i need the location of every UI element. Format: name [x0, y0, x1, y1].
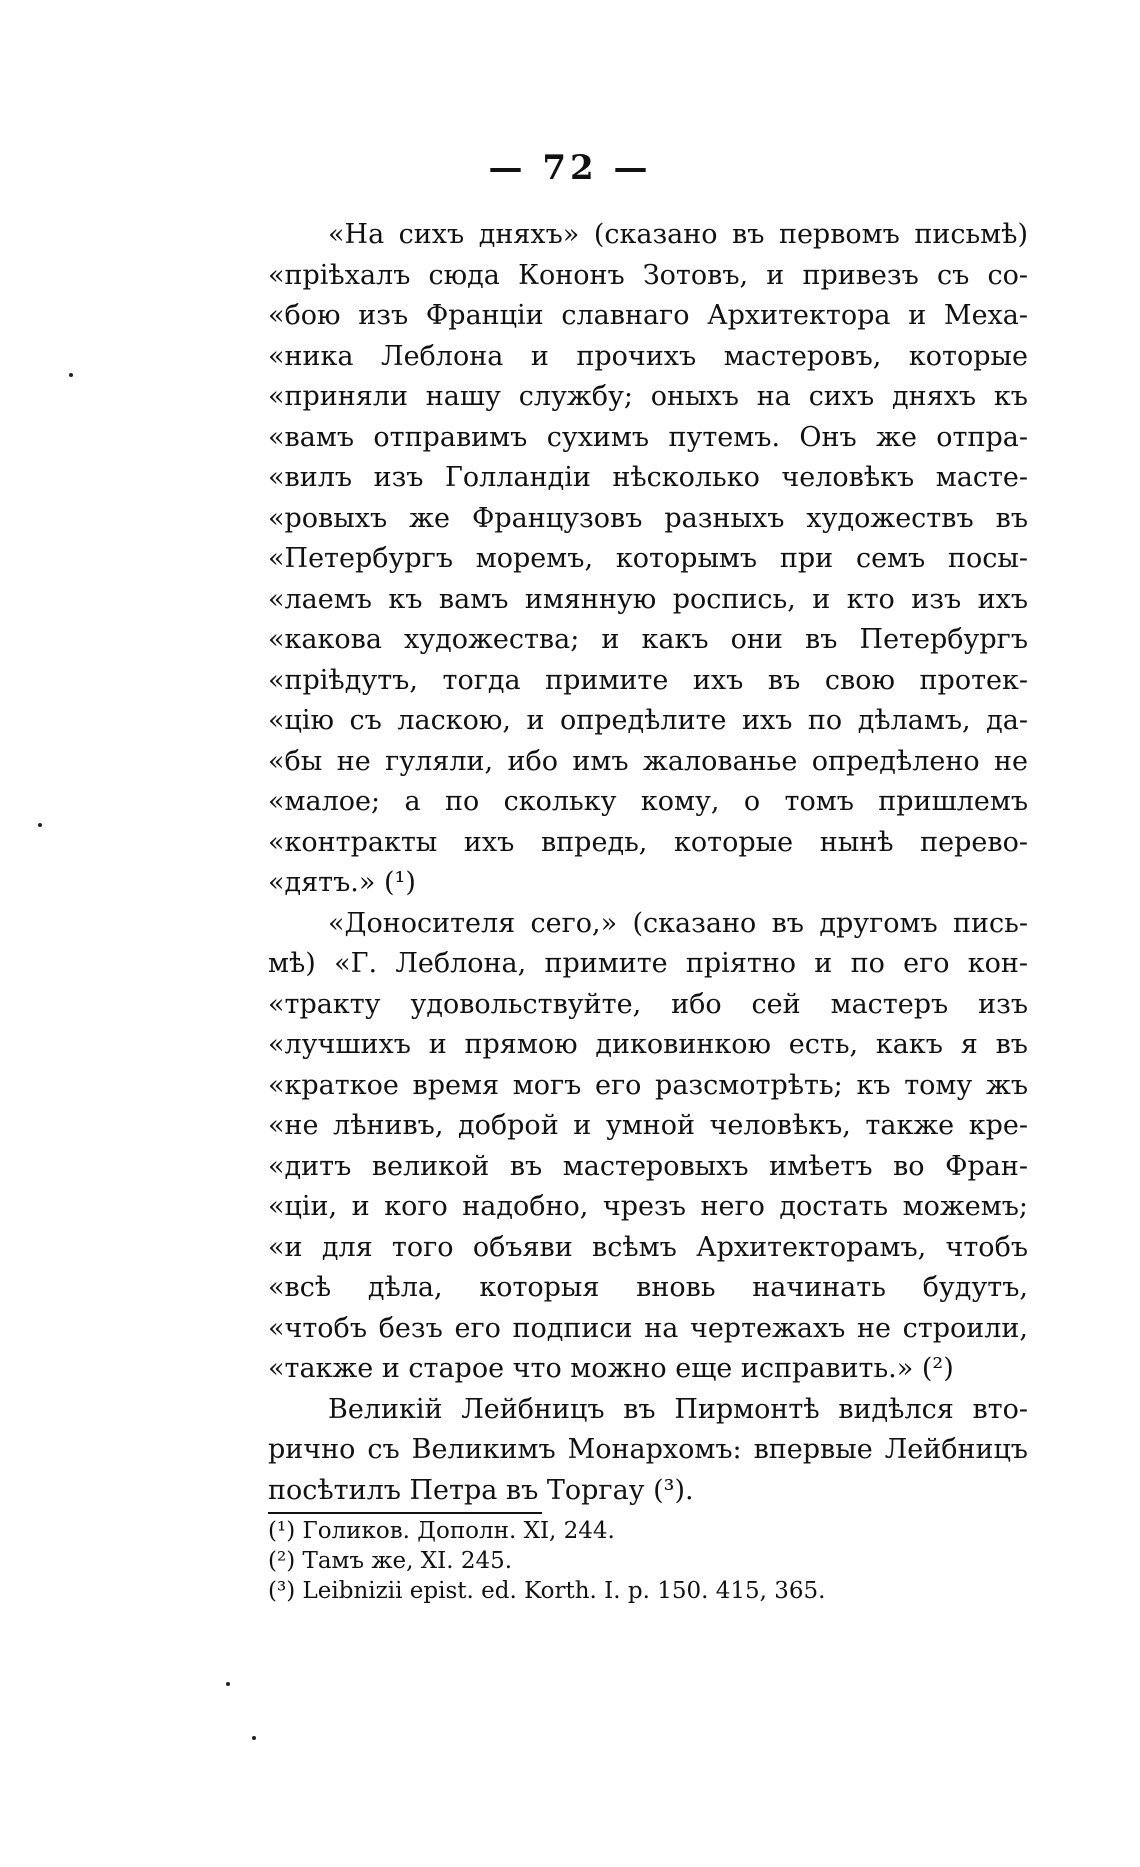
text-line: Великій Лейбницъ въ Пирмонтѣ видѣлся вто-: [328, 1393, 1028, 1425]
text-line: «чтобъ безъ его подписи на чертежахъ не строили,: [268, 1312, 1028, 1344]
text-line: «На сихъ дняхъ» (сказано въ первомъ письмѣ): [328, 219, 1028, 250]
text-line: «тракту удовольствуйте, ибо сей мастеръ изъ: [268, 988, 1028, 1020]
text-line: «малое; а по скольку кому, о томъ пришлемъ: [268, 786, 1028, 817]
text-line: «пріѣхалъ сюда Кононъ Зотовъ, и привезъ съ со-: [268, 259, 1028, 291]
scan-speck: [226, 1682, 230, 1686]
text-line: «какова художества; и какъ они въ Петербургъ: [268, 624, 1028, 655]
scan-speck: [252, 1736, 256, 1740]
text-line: «дятъ.» (¹): [268, 867, 416, 898]
footnotes: [268, 1516, 1028, 1606]
text-line: «ровыхъ же Французовъ разныхъ художествъ въ: [268, 502, 1028, 534]
footnote-3: (³) Leibnizii epist. ed. Korth. I. p. 150. 415, 365.: [268, 1578, 826, 1604]
text-line: «пріѣдутъ, тогда примите ихъ въ свою протек-: [268, 664, 1028, 696]
text-line: «цію съ ласкою, и опредѣлите ихъ по дѣламъ, да-: [268, 705, 1028, 736]
text-line: «Доносителя сего,» (сказано въ другомъ пись-: [328, 907, 1028, 939]
footnote-1: (¹) Голиков. Дополн. XI, 244.: [268, 1518, 615, 1544]
text-line: «лаемъ къ вамъ имянную роспись, и кто изъ ихъ: [268, 583, 1028, 615]
text-line: «контракты ихъ впредь, которые нынѣ перево-: [268, 826, 1028, 858]
footnote-2: (²) Тамъ же, XI. 245.: [268, 1548, 513, 1574]
text-line: «лучшихъ и прямою диковинкою есть, какъ я въ: [268, 1029, 1028, 1060]
text-line: «всѣ дѣла, которыя вновь начинать будутъ,: [268, 1272, 1028, 1303]
text-line: «вамъ отправимъ сухимъ путемъ. Онъ же отпра-: [268, 421, 1028, 453]
text-line: «и для того объяви всѣмъ Архитекторамъ, чтобъ: [268, 1231, 1028, 1263]
text-line: «приняли нашу службу; оныхъ на сихъ дняхъ къ: [268, 381, 1028, 412]
text-line: «Петербургъ моремъ, которымъ при семъ посы-: [268, 543, 1028, 574]
text-line: посѣтилъ Петра въ Торгау (³).: [268, 1474, 694, 1506]
text-line: «ника Леблона и прочихъ мастеровъ, которые: [268, 340, 1028, 372]
text-line: «вилъ изъ Голландіи нѣсколько человѣкъ масте-: [268, 462, 1028, 493]
page-number: — 72 —: [488, 148, 652, 188]
footnote-divider: [268, 1512, 542, 1514]
scan-speck: [69, 373, 73, 377]
text-line: мѣ) «Г. Леблона, примите пріятно и по его кон-: [268, 948, 1028, 979]
text-line: «бою изъ Франціи славнаго Архитектора и Меха-: [268, 300, 1028, 331]
text-line: «не лѣнивъ, доброй и умной человѣкъ, также кре-: [268, 1110, 1028, 1141]
text-line: рично съ Великимъ Монархомъ: впервые Лейбницъ: [268, 1434, 1028, 1465]
text-line: «ціи, и кого надобно, чрезъ него достать можемъ;: [268, 1191, 1028, 1222]
text-line: «дитъ великой въ мастеровыхъ имѣетъ во Фран-: [268, 1150, 1028, 1182]
text-line: «краткое время могъ его разсмотрѣть; къ тому жъ: [268, 1069, 1028, 1101]
scan-speck: [38, 823, 42, 827]
text-line: «также и старое что можно еще исправить.» (²): [268, 1353, 954, 1384]
main-text: [268, 215, 1028, 1511]
text-line: «бы не гуляли, ибо имъ жалованье опредѣлено не: [268, 745, 1028, 777]
